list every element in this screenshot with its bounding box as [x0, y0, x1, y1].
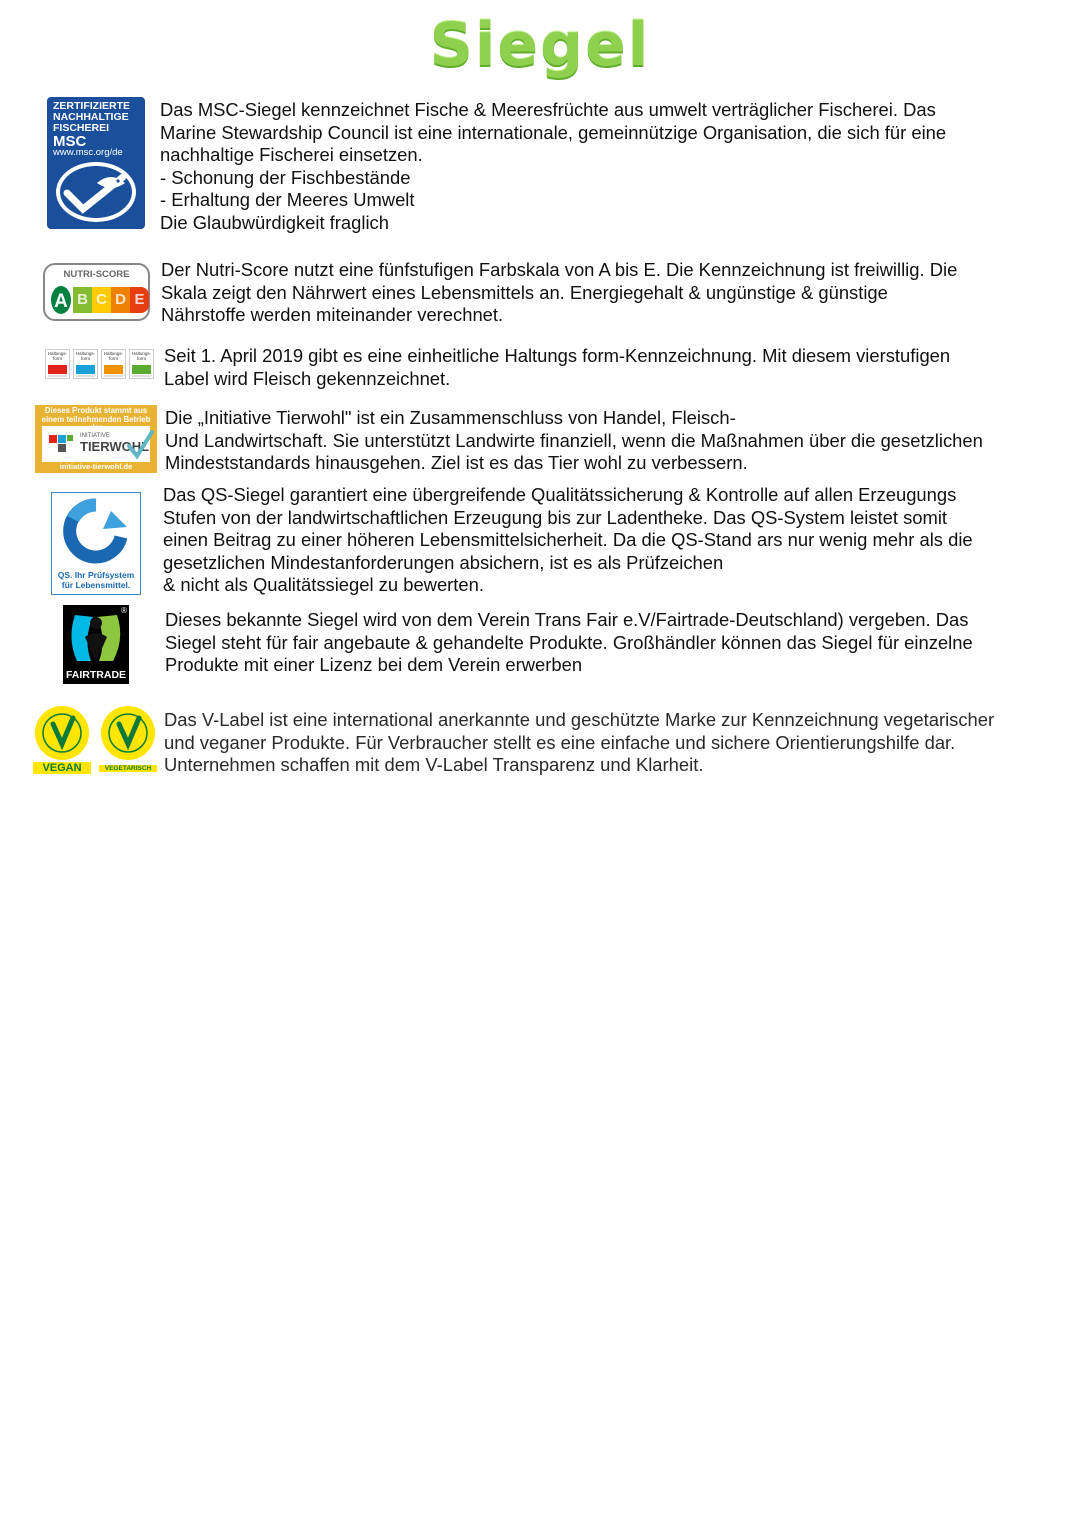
tierwohl-logo [35, 405, 157, 473]
nutri-score-logo [43, 263, 150, 321]
msc-logo-url: www.msc.org/de [53, 147, 123, 158]
haltungsform-description: Seit 1. April 2019 gibt es eine einheitliche Haltungs form-Kennzeichnung. Mit diesem vierstufigen Label wird Fleisch gekennzeichnet. [164, 345, 951, 389]
qs-arrow-icon [59, 497, 133, 569]
fairtrade-person-icon [63, 607, 129, 669]
msc-fish-icon [53, 159, 139, 225]
registered-mark: ® [121, 606, 127, 615]
check-icon [126, 430, 154, 460]
haltungsform-level-4: Haltungs-form [129, 349, 154, 379]
msc-logo-name: MSC [53, 133, 87, 150]
page-title: Siegel [429, 10, 651, 80]
qs-logo [51, 492, 141, 595]
nutri-score-description: Der Nutri-Score nutzt eine fünfstufigen Farbskala von A bis E. Die Kennzeichnung ist freiwillig. Die Skala zeigt den Nährwert eines Lebensmittels an. Energiegehalt & ungünstige & günstige Nährstoffe werden miteinander verechnet. [161, 259, 958, 325]
tierwohl-logo-name: TIERWOHL [80, 439, 150, 454]
nutri-score-scale [49, 284, 149, 316]
haltungsform-logo [45, 349, 157, 379]
v-label-badges-icon [33, 704, 157, 762]
nutri-grade-c: C [92, 287, 111, 313]
nutri-grade-e: E [130, 287, 149, 313]
v-label-description: Das V-Label ist eine international anerkannte und geschützte Marke zur Kennzeichnung vegetarischer und veganer Produkte. Für Verbraucher stellt es eine einfache und sichere Orientierungshilfe dar. Unternehmen schaffen mit dem V-Label Transparenz und Klarheit. [164, 709, 995, 775]
nutri-score-caption: NUTRI-SCORE [63, 269, 130, 280]
tierwohl-logo-small: INITIATIVE [80, 433, 110, 439]
nutri-grade-d: D [111, 287, 130, 313]
msc-logo-caption: ZERTIFIZIERTE NACHHALTIGE FISCHEREI [53, 100, 130, 134]
haltungsform-level-3: Haltungs-form [101, 349, 126, 379]
qs-description: Das QS-Siegel garantiert eine übergreifende Qualitätssicherung & Kontrolle auf allen Erzeugungs Stufen von der landwirtschaftlichen Erzeugung bis zur Ladentheke. Das QS-System leistet somit einen Beitrag zu einer höheren Lebensmittelsicherheit. Da die QS-Stand ars nur wenig mehr als die gesetzlichen Mindestanforderungen absichern, ist es als Prüfzeichen & nicht als Qualitätssiegel zu bewerten. [163, 484, 973, 595]
tierwohl-mark-icon [47, 431, 77, 457]
tierwohl-logo-caption: Dieses Produkt stammt aus einem teilnehmenden Betrieb [41, 406, 151, 424]
haltungsform-level-1: Haltungs-form [45, 349, 70, 379]
tierwohl-logo-panel [42, 426, 150, 462]
nutri-grade-b: B [73, 287, 92, 313]
tierwohl-logo-url: initiative-tierwohl.de [59, 462, 133, 471]
v-label-vegetarisch: VEGETARISCH [99, 765, 157, 772]
tierwohl-description: Die „Initiative Tierwohl" ist ein Zusammenschluss von Handel, Fleisch- Und Landwirtschaft. Sie unterstützt Landwirte finanziell, wenn die Maßnahmen über die gesetzlichen Mindeststandards hinausgehen. Ziel ist es das Tier wohl zu verbessern. [165, 407, 983, 473]
v-label-logo [33, 704, 157, 776]
qs-logo-caption: QS. Ihr Prüfsystem für Lebensmittel. [57, 570, 135, 590]
v-label-vegan: VEGAN [33, 762, 91, 774]
fairtrade-logo-text: FAIRTRADE [65, 669, 127, 681]
fairtrade-logo [63, 605, 129, 684]
nutri-grade-a: A [49, 284, 73, 316]
msc-logo [47, 97, 145, 229]
msc-description: Das MSC-Siegel kennzeichnet Fische & Meeresfrüchte aus umwelt verträglicher Fischerei. Das Marine Stewardship Council ist eine internationale, gemeinnützige Organisation, die sich für eine nachhaltige Fischerei einsetzen. - Schonung der Fischbestände - Erhaltung der Meeres Umwelt Die Glaubwürdigkeit fraglich [160, 99, 947, 233]
fairtrade-description: Dieses bekannte Siegel wird von dem Verein Trans Fair e.V/Fairtrade-Deutschland) vergeben. Das Siegel steht für fair angebaute & gehandelte Produkte. Großhändler können das Siegel für einzelne Produkte mit einer Lizenz bei dem Verein erwerben [165, 609, 973, 675]
haltungsform-level-2: Haltungs-form [73, 349, 98, 379]
